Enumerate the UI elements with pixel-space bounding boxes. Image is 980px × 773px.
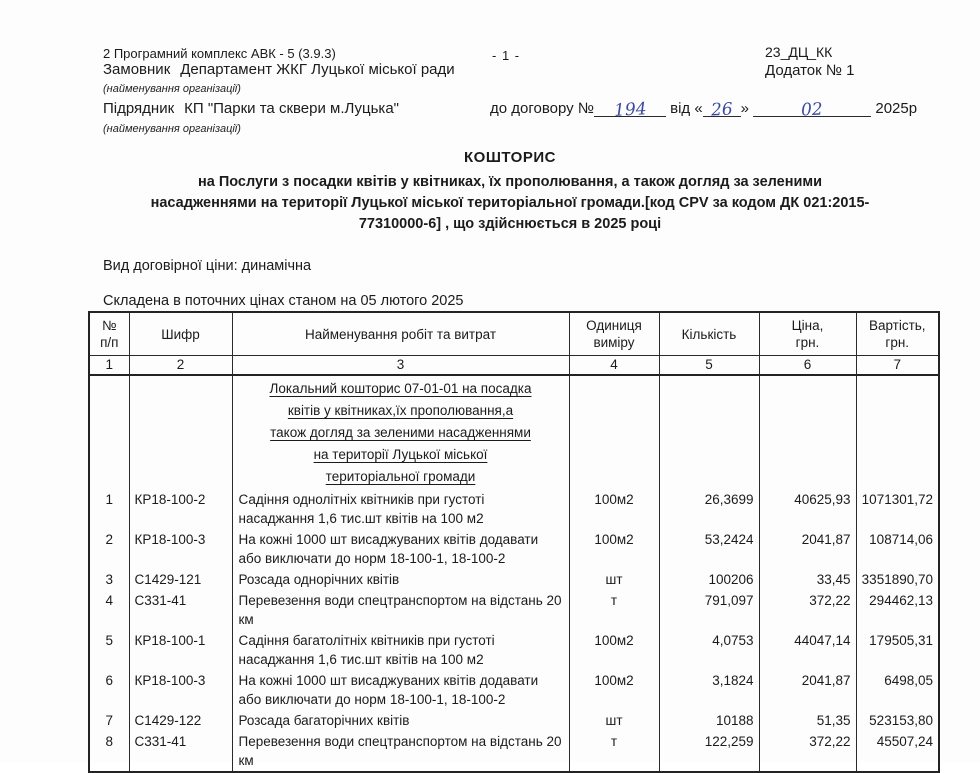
row-num: 8 [89, 731, 129, 772]
empty-cell [659, 375, 759, 489]
table-row [89, 670, 939, 710]
row-cost: 108714,06 [856, 529, 939, 569]
row-desc: Розсада багаторічних квітів [232, 710, 569, 731]
table-row [89, 630, 939, 670]
contract-number-blank [594, 99, 666, 121]
quote-open: « [694, 100, 703, 117]
col-header-cost: Вартість, грн. [856, 312, 939, 356]
section-title-line: територіальної громади [325, 469, 476, 484]
row-price: 44047,14 [759, 630, 856, 670]
row-unit: шт [569, 569, 659, 590]
contract-year: 2025р [875, 100, 918, 117]
col-number: 7 [856, 356, 939, 376]
price-type-line: Вид договірної ціни: динамічна [103, 258, 312, 274]
col-header-price: Ціна, грн. [759, 312, 856, 356]
col-header-desc: Найменування робіт та витрат [232, 312, 569, 356]
table-row [89, 590, 939, 630]
empty-cell [89, 375, 129, 489]
row-code: КР18-100-2 [129, 489, 232, 529]
estimate-table [88, 311, 940, 773]
row-qty: 100206 [659, 569, 759, 590]
row-code: КР18-100-3 [129, 670, 232, 710]
row-cost: 6498,05 [856, 670, 939, 710]
col-header-unit: Одиниця виміру [569, 312, 659, 356]
col-header-num: № п/п [89, 312, 129, 356]
row-qty: 3,1824 [659, 670, 759, 710]
program-version-line: 2 Програмний комплекс АВК - 5 (3.9.3) [103, 46, 336, 61]
table-row [89, 569, 939, 590]
row-unit: 100м2 [569, 489, 659, 529]
section-title-line: також догляд за зеленими насадженнями [270, 425, 531, 440]
org-note: (найменування організації) [103, 83, 241, 95]
table-row [89, 710, 939, 731]
row-code: КР18-100-1 [129, 630, 232, 670]
row-desc: На кожні 1000 шт висаджуваних квітів додавати або виключати до норм 18-100-1, 18-100-2 [232, 670, 569, 710]
row-desc: Садіння однолітніх квітників при густоті насаджання 1,6 тис.шт квітів на 100 м2 [232, 489, 569, 529]
row-cost: 3351890,70 [856, 569, 939, 590]
row-unit: 100м2 [569, 670, 659, 710]
row-unit: 100м2 [569, 529, 659, 569]
row-desc: Розсада однорічних квітів [232, 569, 569, 590]
row-price: 2041,87 [759, 670, 856, 710]
table-row [89, 731, 939, 772]
row-code: С1429-121 [129, 569, 232, 590]
column-number-row [89, 356, 939, 376]
row-num: 2 [89, 529, 129, 569]
table-body [89, 375, 939, 772]
row-cost: 523153,80 [856, 710, 939, 731]
row-cost: 294462,13 [856, 590, 939, 630]
row-cost: 1071301,72 [856, 489, 939, 529]
contract-month-handwritten: 02 [800, 99, 824, 121]
col-header-code: Шифр [129, 312, 232, 356]
row-desc: Перевезення води спецтранспортом на відстань 20 км [232, 731, 569, 772]
row-code: С331-41 [129, 731, 232, 772]
empty-cell [856, 375, 939, 489]
doc-code: 23_ДЦ_КК [765, 44, 833, 60]
col-number: 6 [759, 356, 856, 376]
contractor-line [103, 100, 399, 117]
row-qty: 26,3699 [659, 489, 759, 529]
row-price: 372,22 [759, 590, 856, 630]
row-desc: Садіння багатолітніх квітників при густоті насаджання 1,6 тис.шт квітів на 100 м2 [232, 630, 569, 670]
page-number: - 1 - [492, 48, 521, 63]
row-code: С1429-122 [129, 710, 232, 731]
row-num: 6 [89, 670, 129, 710]
contract-vid: від [670, 100, 691, 117]
section-header-row [89, 375, 939, 489]
customer-name: Департамент ЖКГ Луцької міської ради [180, 61, 455, 78]
annex-label: Додаток № 1 [765, 62, 855, 79]
section-title-cell [232, 375, 569, 489]
row-unit: т [569, 731, 659, 772]
row-price: 40625,93 [759, 489, 856, 529]
title-block [90, 149, 930, 235]
row-qty: 4,0753 [659, 630, 759, 670]
empty-cell [569, 375, 659, 489]
document-title: КОШТОРИС [464, 149, 556, 166]
row-code: С331-41 [129, 590, 232, 630]
customer-line [103, 61, 455, 78]
row-unit: т [569, 590, 659, 630]
row-qty: 122,259 [659, 731, 759, 772]
contractor-label: Підрядник [103, 100, 175, 117]
compiled-date-line: Складена в поточних цінах станом на 05 лютого 2025 [103, 293, 464, 309]
col-number: 2 [129, 356, 232, 376]
contract-reference-line [490, 99, 918, 121]
org-note: (найменування організації) [103, 123, 241, 135]
section-title-line: Локальний кошторис 07-01-01 на посадка [269, 381, 532, 396]
table-header-row [89, 312, 939, 356]
col-number: 5 [659, 356, 759, 376]
row-desc: На кожні 1000 шт висаджуваних квітів додавати або виключати до норм 18-100-1, 18-100-2 [232, 529, 569, 569]
section-title-line: квітів у квітниках,їх прополювання,а [287, 403, 514, 418]
row-code: КР18-100-3 [129, 529, 232, 569]
row-price: 51,35 [759, 710, 856, 731]
row-qty: 791,097 [659, 590, 759, 630]
col-number: 1 [89, 356, 129, 376]
contract-day-handwritten: 26 [710, 99, 734, 121]
contract-prefix: до договору № [490, 100, 594, 117]
col-header-qty: Кількість [659, 312, 759, 356]
row-desc: Перевезення води спецтранспортом на відстань 20 км [232, 590, 569, 630]
contractor-name: КП "Парки та сквери м.Луцька" [184, 100, 399, 117]
row-num: 7 [89, 710, 129, 731]
row-cost: 179505,31 [856, 630, 939, 670]
row-num: 1 [89, 489, 129, 529]
row-cost: 45507,24 [856, 731, 939, 772]
contract-day-blank [703, 99, 741, 121]
empty-cell [129, 375, 232, 489]
col-number: 3 [232, 356, 569, 376]
row-price: 33,45 [759, 569, 856, 590]
row-num: 3 [89, 569, 129, 590]
contract-month-blank [753, 99, 871, 121]
row-qty: 53,2424 [659, 529, 759, 569]
contract-number-handwritten: 194 [613, 99, 647, 121]
table-row [89, 529, 939, 569]
row-price: 372,22 [759, 731, 856, 772]
row-price: 2041,87 [759, 529, 856, 569]
empty-cell [759, 375, 856, 489]
quote-close: » [740, 100, 750, 117]
row-unit: шт [569, 710, 659, 731]
row-num: 5 [89, 630, 129, 670]
section-title-line: на території Луцької міської [313, 447, 488, 462]
col-number: 4 [569, 356, 659, 376]
document-subtitle: на Послуги з посадки квітів у квітниках, їх прополювання, а також догляд за зеленими насадженнями на території Луцької міської територіальної громади.[код CPV за кодом ДК 021:2015- 77310000-6] , що здійснюється в 2025 році [150, 174, 870, 232]
row-unit: 100м2 [569, 630, 659, 670]
table-row [89, 489, 939, 529]
row-num: 4 [89, 590, 129, 630]
row-qty: 10188 [659, 710, 759, 731]
customer-label: Замовник [103, 61, 171, 78]
